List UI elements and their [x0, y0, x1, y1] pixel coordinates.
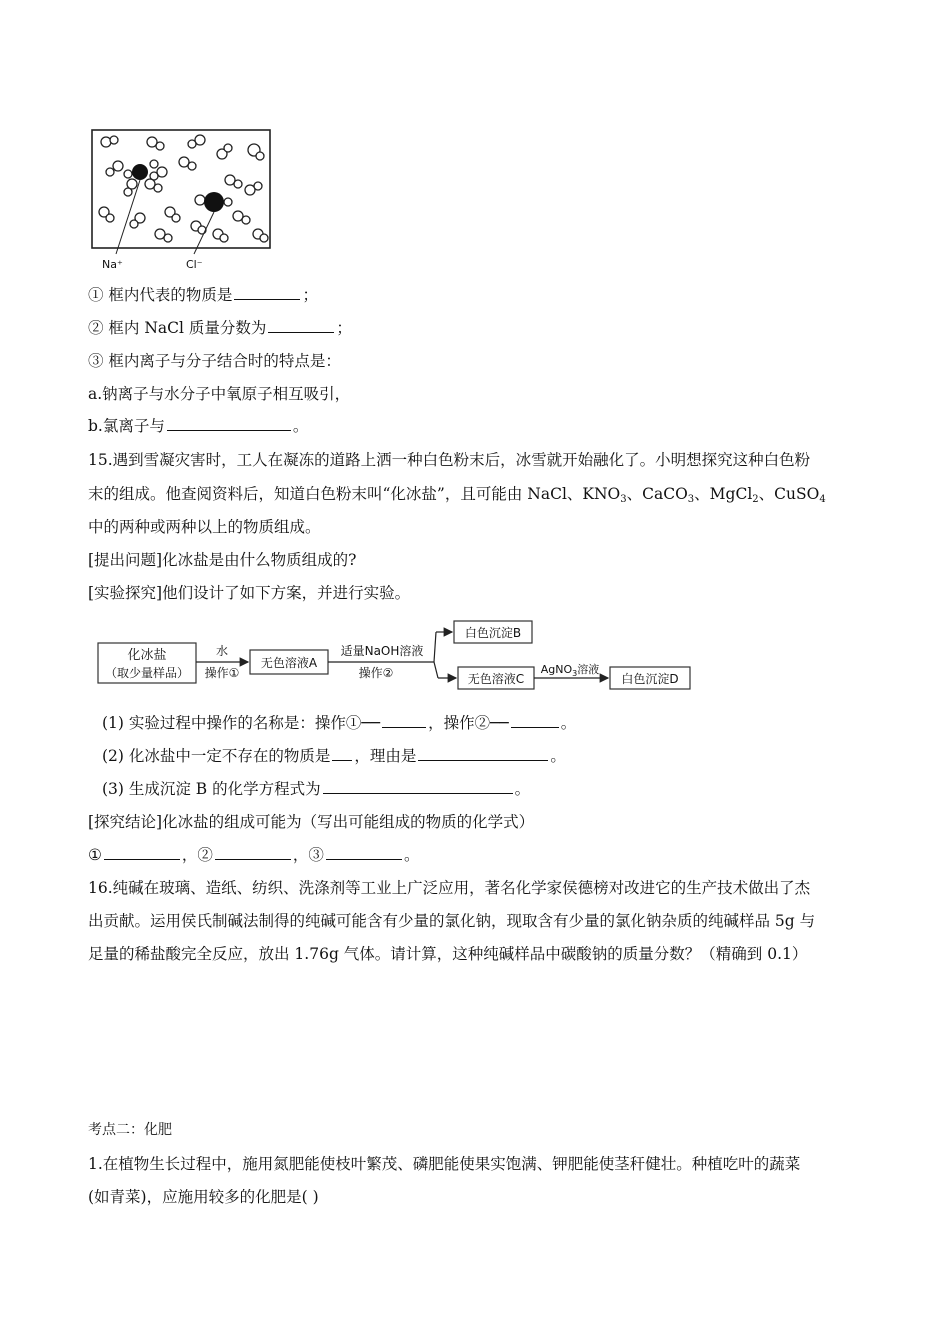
answer-blank[interactable] [326, 845, 402, 860]
arrow3-label [541, 662, 600, 678]
q15-question: [提出问题]化冰盐是由什么物质组成的? [88, 551, 357, 569]
q15-para2 [88, 484, 826, 504]
chloride-ion [204, 192, 224, 212]
answer-blank[interactable] [382, 713, 426, 728]
q15-sub1-mid: ，操作②── [428, 714, 509, 732]
q15-conclusion-answers [88, 845, 419, 865]
answer-blank[interactable] [234, 285, 300, 300]
answer-blank[interactable] [104, 845, 180, 860]
q15-sub3-text: (3) 生成沉淀 B 的化学方程式为 [102, 780, 321, 798]
q15-para2-d: 、CuSO [758, 485, 820, 503]
q15-sub2-mid: ，理由是 [354, 747, 417, 765]
arrow2-label-top: 适量NaOH溶液 [340, 644, 424, 658]
q15-para3: 中的两种或两种以上的物质组成。 [88, 518, 321, 536]
q15-sub2 [102, 746, 566, 766]
label-cl: Cl⁻ [186, 258, 203, 271]
arrow1-label-top: 水 [215, 644, 229, 658]
q14-line4: a.钠离子与水分子中氧原子相互吸引， [88, 385, 351, 403]
answer-blank[interactable] [167, 416, 291, 431]
subscript: 2 [752, 494, 759, 505]
q15-sub1-end: 。 [560, 714, 577, 732]
subscript: 3 [687, 494, 695, 505]
answer-blank[interactable] [418, 746, 548, 761]
q15-para2-a: 末的组成。他查阅资料后，知道白色粉末叫“化冰盐”，且可能由 NaCl、KNO [88, 485, 621, 503]
q15-para2-c: 、MgCl [694, 485, 753, 503]
q14-line1-end: ； [302, 286, 318, 304]
q15-experiment: [实验探究]他们设计了如下方案，并进行实验。 [88, 584, 411, 602]
q16-line3: 足量的稀盐酸完全反应，放出 1.76g 气体。请计算，这种纯碱样品中碳酸钠的质量分数？（精确到 0.1） [88, 945, 808, 963]
arrow3-subscript: 3 [572, 669, 578, 678]
q14-line5-text: b.氯离子与 [88, 417, 165, 435]
answer-end: 。 [403, 846, 420, 864]
q14-line5-end: 。 [292, 417, 309, 435]
q14-line2 [88, 318, 352, 338]
s2-q1-line2: (如青菜)，应施用较多的化肥是( ) [88, 1188, 319, 1206]
section-title: 考点二：化肥 [88, 1122, 172, 1138]
subscript: 4 [819, 494, 826, 505]
nacl-solution-diagram [88, 126, 288, 274]
answer-blank[interactable] [323, 779, 513, 794]
q15-sub1-text: (1) 实验过程中操作的名称是：操作①── [102, 714, 381, 732]
answer-marker-3: ，③ [292, 846, 324, 864]
box-ice-salt-line2: （取少量样品） [104, 666, 190, 680]
q14-line2-text: ② 框内 NaCl 质量分数为 [88, 319, 267, 337]
box-solution-c-label: 无色溶液C [467, 672, 525, 686]
q16-line1: 16.纯碱在玻璃、造纸、纺织、洗涤剂等工业上广泛应用，著名化学家侯德榜对改进它的生产技术做出了杰 [88, 879, 811, 897]
arrow3-label-a: AgNO [540, 663, 573, 676]
q15-conclusion: [探究结论]化冰盐的组成可能为（写出可能组成的物质的化学式） [88, 813, 535, 831]
q15-sub3 [102, 779, 530, 799]
q15-sub1 [102, 713, 576, 733]
q14-line1 [88, 285, 318, 305]
arrow2-label-bottom: 操作② [358, 666, 394, 680]
q14-line1-text: ① 框内代表的物质是 [88, 286, 233, 304]
q14-line5 [88, 416, 308, 436]
subscript: 3 [620, 494, 627, 505]
q15-sub2-text: (2) 化冰盐中一定不存在的物质是 [102, 747, 331, 765]
q14-line2-end: ； [336, 319, 352, 337]
answer-blank[interactable] [511, 713, 559, 728]
answer-blank[interactable] [215, 845, 291, 860]
q15-para2-b: 、CaCO [626, 485, 688, 503]
s2-q1-line1: 1.在植物生长过程中，施用氮肥能使枝叶繁茂、磷肥能使果实饱满、钾肥能使茎秆健壮。种植吃叶的蔬菜 [88, 1155, 801, 1173]
q15-sub3-end: 。 [514, 780, 531, 798]
answer-marker-1: ① [88, 846, 102, 864]
arrow3-label-b: 溶液 [577, 663, 600, 676]
arrow1-label-bottom: 操作① [204, 666, 240, 680]
label-na: Na⁺ [102, 258, 123, 271]
q15-para1: 15.遇到雪凝灾害时，工人在凝冻的道路上洒一种白色粉末后，冰雪就开始融化了。小明想探究这种白色粉 [88, 451, 811, 469]
box-ice-salt-line1: 化冰盐 [127, 648, 167, 663]
q14-line3: ③ 框内离子与分子结合时的特点是： [88, 352, 341, 370]
answer-blank[interactable] [268, 318, 334, 333]
q15-sub2-end: 。 [550, 747, 566, 765]
answer-marker-2: ，② [181, 846, 213, 864]
q16-line2: 出贡献。运用侯氏制碱法制得的纯碱可能含有少量的氯化钠，现取含有少量的氯化钠杂质的纯碱样品 5g 与 [88, 912, 816, 930]
sodium-ion [132, 164, 148, 180]
box-precipitate-b-label: 白色沉淀B [464, 626, 522, 640]
box-precipitate-d-label: 白色沉淀D [621, 672, 679, 686]
answer-blank[interactable] [332, 746, 352, 761]
box-solution-a-label: 无色溶液A [260, 656, 318, 670]
experiment-flowchart [96, 617, 706, 693]
